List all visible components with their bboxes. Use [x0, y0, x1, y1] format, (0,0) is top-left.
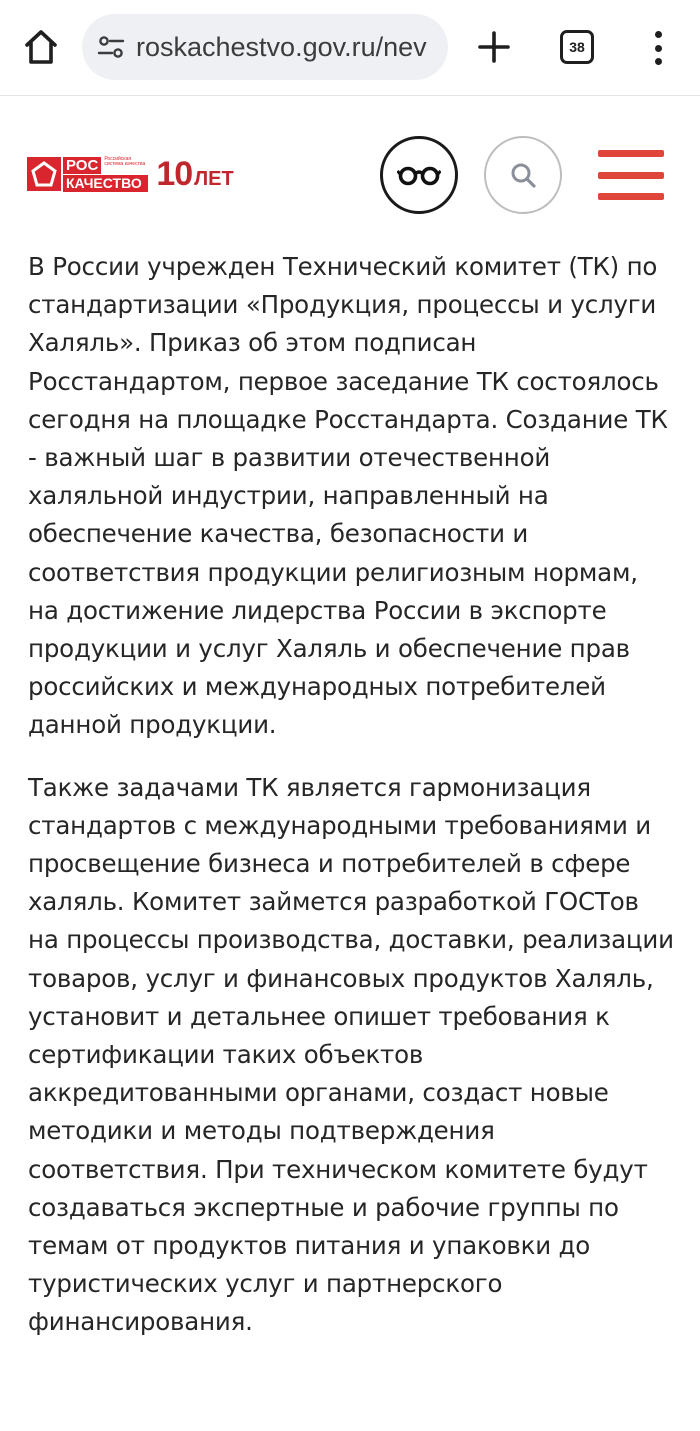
logo-anniversary: [156, 155, 233, 194]
new-tab-button[interactable]: [472, 24, 516, 70]
hamburger-icon-bar: [598, 193, 664, 200]
address-bar[interactable]: [82, 14, 448, 80]
logo-years-word: ЛЕТ: [194, 167, 234, 190]
article-body: [28, 248, 674, 1342]
hamburger-icon: [598, 150, 664, 157]
url-text[interactable]: roskachestvo.gov.ru/nev: [136, 31, 427, 62]
article-paragraph: Также задачами ТК является гармонизация стандартов с международными требованиями и просвещение бизнеса и потребителей в сфере халяль. Комитет займется разработкой ГОСТов на процессы производства, доставки, реализации товаров, услуг и финансовых продуктов Халяль, установит и детальнее опишет требования к сертификации таких объектов аккредитованными органами, создаст новые методики и методы подтверждения соответствия. При техническом комитете будут создаваться экспертные и рабочие группы по темам от продуктов питания и упаковки до туристических услуг и партнерского финансирования.: [28, 772, 674, 1337]
accessibility-button[interactable]: [380, 136, 458, 214]
browser-toolbar: [0, 0, 700, 96]
site-settings-icon[interactable]: [96, 32, 126, 62]
tab-count: 38: [569, 39, 585, 55]
search-button[interactable]: [484, 136, 562, 214]
logo-pentagon-icon: [27, 157, 61, 191]
search-icon: [509, 161, 537, 189]
more-vert-icon-dot: [655, 45, 662, 52]
logo-ros: РОС: [63, 157, 101, 174]
logo-kachestvo: КАЧЕСТВО: [63, 175, 148, 192]
logo-words: [63, 157, 148, 192]
roskachestvo-logo[interactable]: [27, 154, 251, 194]
plus-icon: [477, 30, 511, 64]
home-button[interactable]: [18, 22, 64, 72]
browser-menu-button[interactable]: [646, 28, 670, 68]
logo-years-number: 10: [156, 154, 193, 193]
site-menu-button[interactable]: [598, 150, 664, 200]
article-paragraph: В России учрежден Технический комитет (ТК) по стандартизации «Продукция, процессы и услуги Халяль». Приказ об этом подписан Росстандартом, первое заседание ТК состоялось сегодня на площадке Росстандарта. Создание ТК - важный шаг в развитии отечественной халяльной индустрии, направленный на обеспечение качества, безопасности и соответствия продукции религиозным нормам, на достижение лидерства России в экспорте продукции и услуг Халяль и обеспечение прав российских и международных потребителей данной продукции.: [28, 252, 668, 740]
glasses-icon: [397, 164, 441, 186]
site-header: [0, 96, 700, 252]
home-icon: [21, 27, 61, 67]
more-vert-icon: [655, 31, 662, 38]
tab-switcher-button[interactable]: [560, 30, 594, 64]
hamburger-icon-bar: [598, 172, 664, 179]
more-vert-icon-dot: [655, 58, 662, 65]
logo-tagline: Российская система качества: [104, 155, 146, 167]
